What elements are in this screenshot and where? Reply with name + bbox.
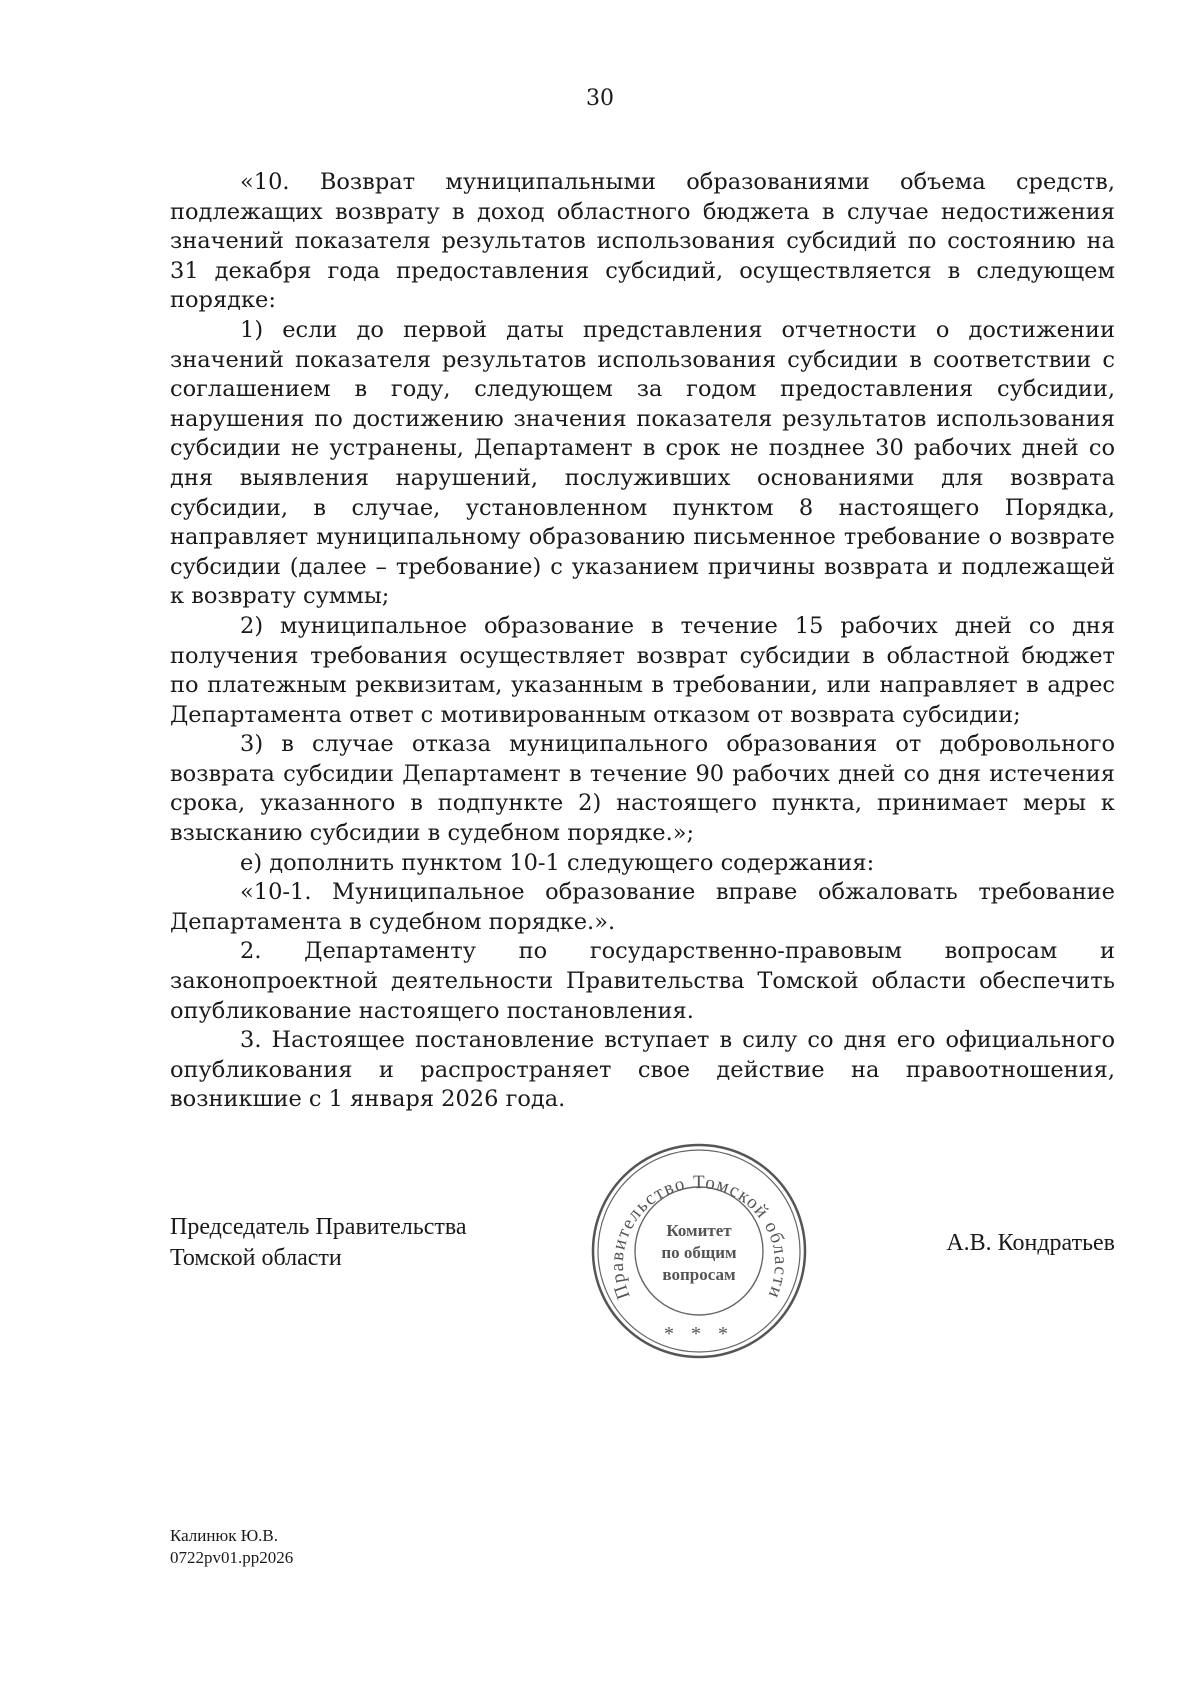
signatory-title — [170, 1212, 467, 1274]
official-seal — [588, 1140, 810, 1362]
subparagraph-3: 3) в случае отказа муниципального образования от добровольного возврата субсидии Департамент в течение 90 рабочих дней со дня истечения срока, указанного в подпункте 2) настоящего пункта, принимает меры к взысканию субсидии в судебном порядке.»; — [170, 731, 1115, 847]
executor-name: Калинюк Ю.В. — [170, 1526, 279, 1545]
footer-executor-info — [170, 1525, 293, 1569]
subparagraph-1: 1) если до первой даты представления отчетности о достижении значений показателя результатов использования субсидии в соответствии с соглашением в году, следующем за годом предоставления субсидии, нарушения по достижению значения показателя результатов использования субсидии не устранены, Департамент в срок не позднее 30 рабочих дней со дня выявления нарушений, послуживших основаниями для возврата субсидии, в случае, установленном пунктом 8 настоящего Порядка, направляет муниципальному образованию письменное требование о возврате субсидии (далее – требование) с указанием причины возврата и подлежащей к возврату суммы; — [170, 316, 1115, 610]
seal-center-line1: Комитет — [666, 1221, 732, 1240]
signatory-title-line1: Председатель Правительства — [170, 1214, 467, 1240]
document-code: 0722pv01.pp2026 — [170, 1548, 294, 1567]
seal-stars: * * * — [664, 1323, 734, 1345]
signatory-title-line2: Томской области — [170, 1245, 342, 1271]
seal-ring-text: Правительство Томской области — [606, 1172, 792, 1303]
seal-center-line3: вопросам — [662, 1265, 736, 1284]
seal-center-line2: по общим — [661, 1243, 737, 1262]
subparagraph-2: 2) муниципальное образование в течение 15 рабочих дней со дня получения требования осуществляет возврат субсидии в областной бюджет по платежным реквизитам, указанным в требовании, или направляет в адрес Департамента ответ с мотивированным отказом от возврата субсидии; — [170, 612, 1115, 728]
page-number: 30 — [586, 86, 614, 111]
amendment-e: е) дополнить пунктом 10-1 следующего содержания: — [240, 849, 875, 876]
document-body — [170, 168, 1115, 1115]
paragraph-10-1: «10-1. Муниципальное образование вправе обжаловать требование Департамента в судебном порядке.». — [170, 879, 1115, 935]
clause-2: 2. Департаменту по государственно-правовым вопросам и законопроектной деятельности Правительства Томской области обеспечить опубликование настоящего постановления. — [170, 938, 1115, 1024]
clause-3: 3. Настоящее постановление вступает в силу со дня его официального опубликования и распространяет свое действие на правоотношения, возникшие с 1 января 2026 года. — [170, 1027, 1115, 1113]
signatory-name: А.В. Кондратьев — [946, 1230, 1115, 1256]
paragraph-10: «10. Возврат муниципальными образованиями объема средств, подлежащих возврату в доход областного бюджета в случае недостижения значений показателя результатов использования субсидий по состоянию на 31 декабря года предоставления субсидий, осуществляется в следующем порядке: — [170, 169, 1115, 314]
